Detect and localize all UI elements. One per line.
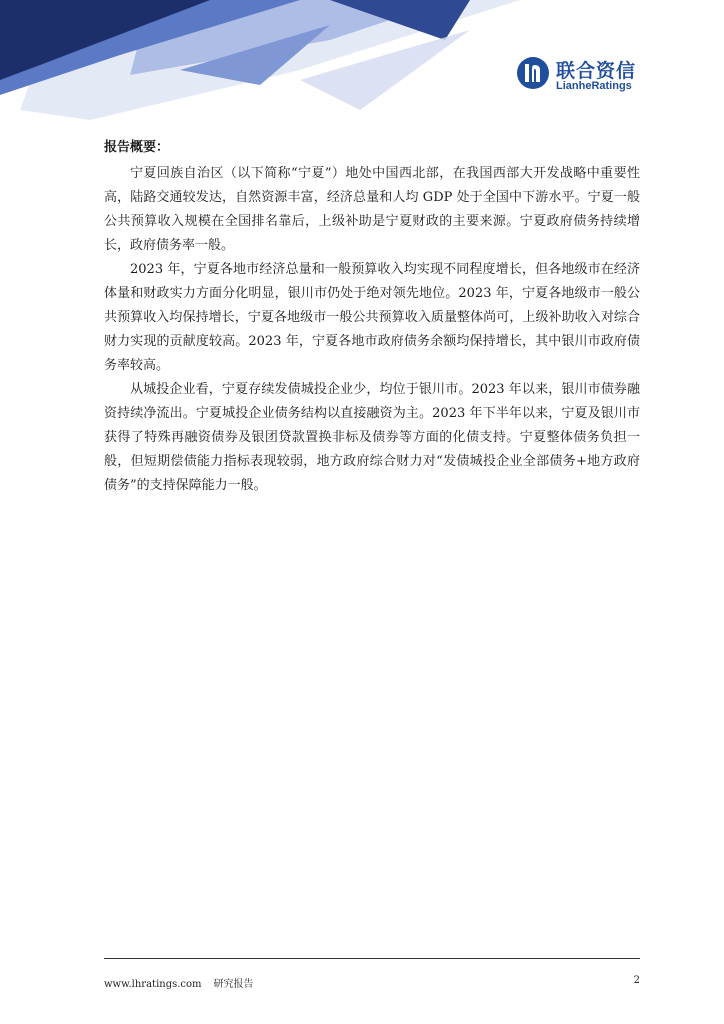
footer-divider xyxy=(104,958,640,959)
lianhe-logo-icon xyxy=(516,56,550,90)
company-logo xyxy=(516,56,646,96)
footer-info xyxy=(104,975,254,990)
page-number: 2 xyxy=(633,975,640,986)
footer-report-type: 研究报告 xyxy=(213,979,254,990)
logo-name-en: LianheRatings xyxy=(556,80,632,92)
logo-name-cn: 联合资信 xyxy=(556,60,637,82)
report-summary xyxy=(104,138,640,498)
summary-paragraph-3: 从城投企业看，宁夏存续发债城投企业少，均位于银川市。2023 年以来，银川市债券融资持续净流出。宁夏城投企业债务结构以直接融资为主。2023 年下半年以来，宁夏及银川市获得了特殊再融资债券及银团贷款置换非标及债券等方面的化债支持。宁夏整体债务负担一般，但短期偿债能力指标表现较弱，地方政府综合财力对“发债城投企业全部债务+地方政府债务”的支持保障能力一般。 xyxy=(104,382,640,493)
footer-website-link[interactable]: www.lhratings.com xyxy=(104,979,202,990)
summary-paragraph-2: 2023 年，宁夏各地市经济总量和一般预算收入均实现不同程度增长，但各地级市在经济体量和财政实力方面分化明显，银川市仍处于绝对领先地位。2023 年，宁夏各地级市一般公共预算收入均保持增长，宁夏各地级市一般公共预算收入质量整体尚可，上级补助收入对综合财力实现的贡献度较高。2023 年，宁夏各地市政府债务余额均保持增长，其中银川市政府债务率较高。 xyxy=(104,262,640,373)
section-heading: 报告概要： xyxy=(104,140,170,155)
summary-paragraph-1: 宁夏回族自治区（以下简称“宁夏”）地处中国西北部，在我国西部大开发战略中重要性高，陆路交通较发达，自然资源丰富，经济总量和人均 GDP 处于全国中下游水平。宁夏一般公共预算收入规模在全国排名靠后，上级补助是宁夏财政的主要来源。宁夏政府债务持续增长，政府债务率一般。 xyxy=(104,166,640,253)
